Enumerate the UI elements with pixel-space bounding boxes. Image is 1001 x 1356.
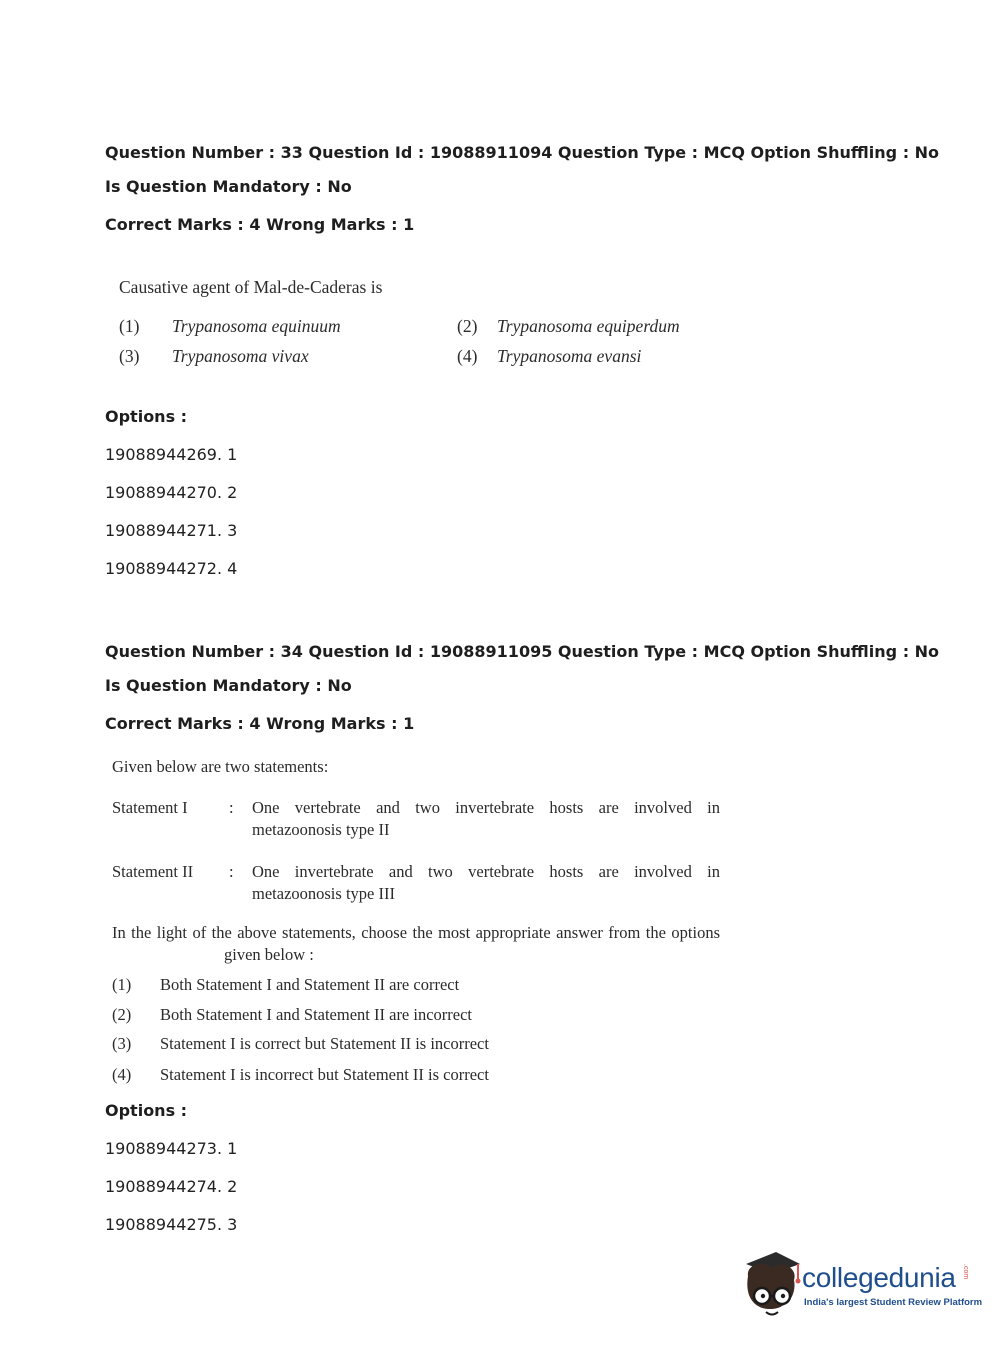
q34-meta-line3: Correct Marks : 4 Wrong Marks : 1 — [105, 714, 415, 733]
q34-statement-1-line1: One vertebrate and two invertebrate hosts are involved in — [252, 798, 720, 817]
q34-choice-2-text: Both Statement I and Statement II are incorrect — [160, 1005, 473, 1024]
q34-choice-3-text: Statement I is correct but Statement II is incorrect — [160, 1034, 489, 1053]
q34-meta-line1: Question Number : 34 Question Id : 19088911095 Question Type : MCQ Option Shuffling : No — [105, 642, 940, 661]
q33-option-2: 19088944270. 2 — [105, 483, 238, 502]
q34-options-label: Options : — [105, 1101, 188, 1120]
q33-choice-4-num: (4) — [457, 346, 478, 366]
q34-option-1: 19088944273. 1 — [105, 1139, 238, 1158]
q33-options-label: Options : — [105, 407, 188, 426]
q34-choice-4-num: (4) — [112, 1065, 132, 1084]
q34-intro: Given below are two statements: — [112, 757, 329, 776]
q34-choice-4-text: Statement I is incorrect but Statement II is correct — [160, 1065, 489, 1084]
q33-option-3: 19088944271. 3 — [105, 521, 238, 540]
q34-instruction-line2: given below : — [224, 945, 314, 964]
logo-tagline: India's largest Student Review Platform — [804, 1297, 983, 1308]
q34-option-3: 19088944275. 3 — [105, 1215, 238, 1234]
q34-statement-1-line2: metazoonosis type II — [252, 820, 390, 839]
logo-wordmark: collegedunia — [802, 1262, 956, 1293]
q34-statement-2-line1: One invertebrate and two vertebrate hosts are involved in — [252, 862, 720, 881]
q33-stem: Causative agent of Mal-de-Caderas is — [119, 277, 383, 297]
q33-choice-3-text: Trypanosoma vivax — [172, 346, 309, 366]
q34-choice-3-num: (3) — [112, 1034, 132, 1053]
q34-statement-2-line2: metazoonosis type III — [252, 884, 395, 903]
logo-suffix: .com — [962, 1264, 969, 1280]
q33-meta-line2: Is Question Mandatory : No — [105, 177, 352, 196]
collegedunia-logo — [742, 1250, 983, 1322]
q34-statement-2-colon: : — [229, 862, 234, 881]
q33-choice-2-text: Trypanosoma equiperdum — [497, 316, 680, 336]
q33-meta-line1: Question Number : 33 Question Id : 19088911094 Question Type : MCQ Option Shuffling : No — [105, 143, 940, 162]
q33-choice-3-num: (3) — [119, 346, 140, 366]
q34-choice-1-text: Both Statement I and Statement II are correct — [160, 975, 460, 994]
q33-option-4: 19088944272. 4 — [105, 559, 238, 578]
q34-choice-1-num: (1) — [112, 975, 132, 994]
q34-meta-line2: Is Question Mandatory : No — [105, 676, 352, 695]
q34-statement-2-label: Statement II — [112, 862, 194, 881]
q33-meta-line3: Correct Marks : 4 Wrong Marks : 1 — [105, 215, 415, 234]
mascot-icon — [742, 1250, 802, 1322]
q34-choice-2-num: (2) — [112, 1005, 132, 1024]
q34-option-2: 19088944274. 2 — [105, 1177, 238, 1196]
q34-statement-1-label: Statement I — [112, 798, 188, 817]
q33-choice-4-text: Trypanosoma evansi — [497, 346, 642, 366]
q34-statement-1-colon: : — [229, 798, 234, 817]
q33-choice-2-num: (2) — [457, 316, 478, 336]
q33-choice-1-num: (1) — [119, 316, 140, 336]
q33-option-1: 19088944269. 1 — [105, 445, 238, 464]
q34-instruction-line1: In the light of the above statements, choose the most appropriate answer from the options — [112, 923, 720, 942]
q33-choice-1-text: Trypanosoma equinuum — [172, 316, 341, 336]
